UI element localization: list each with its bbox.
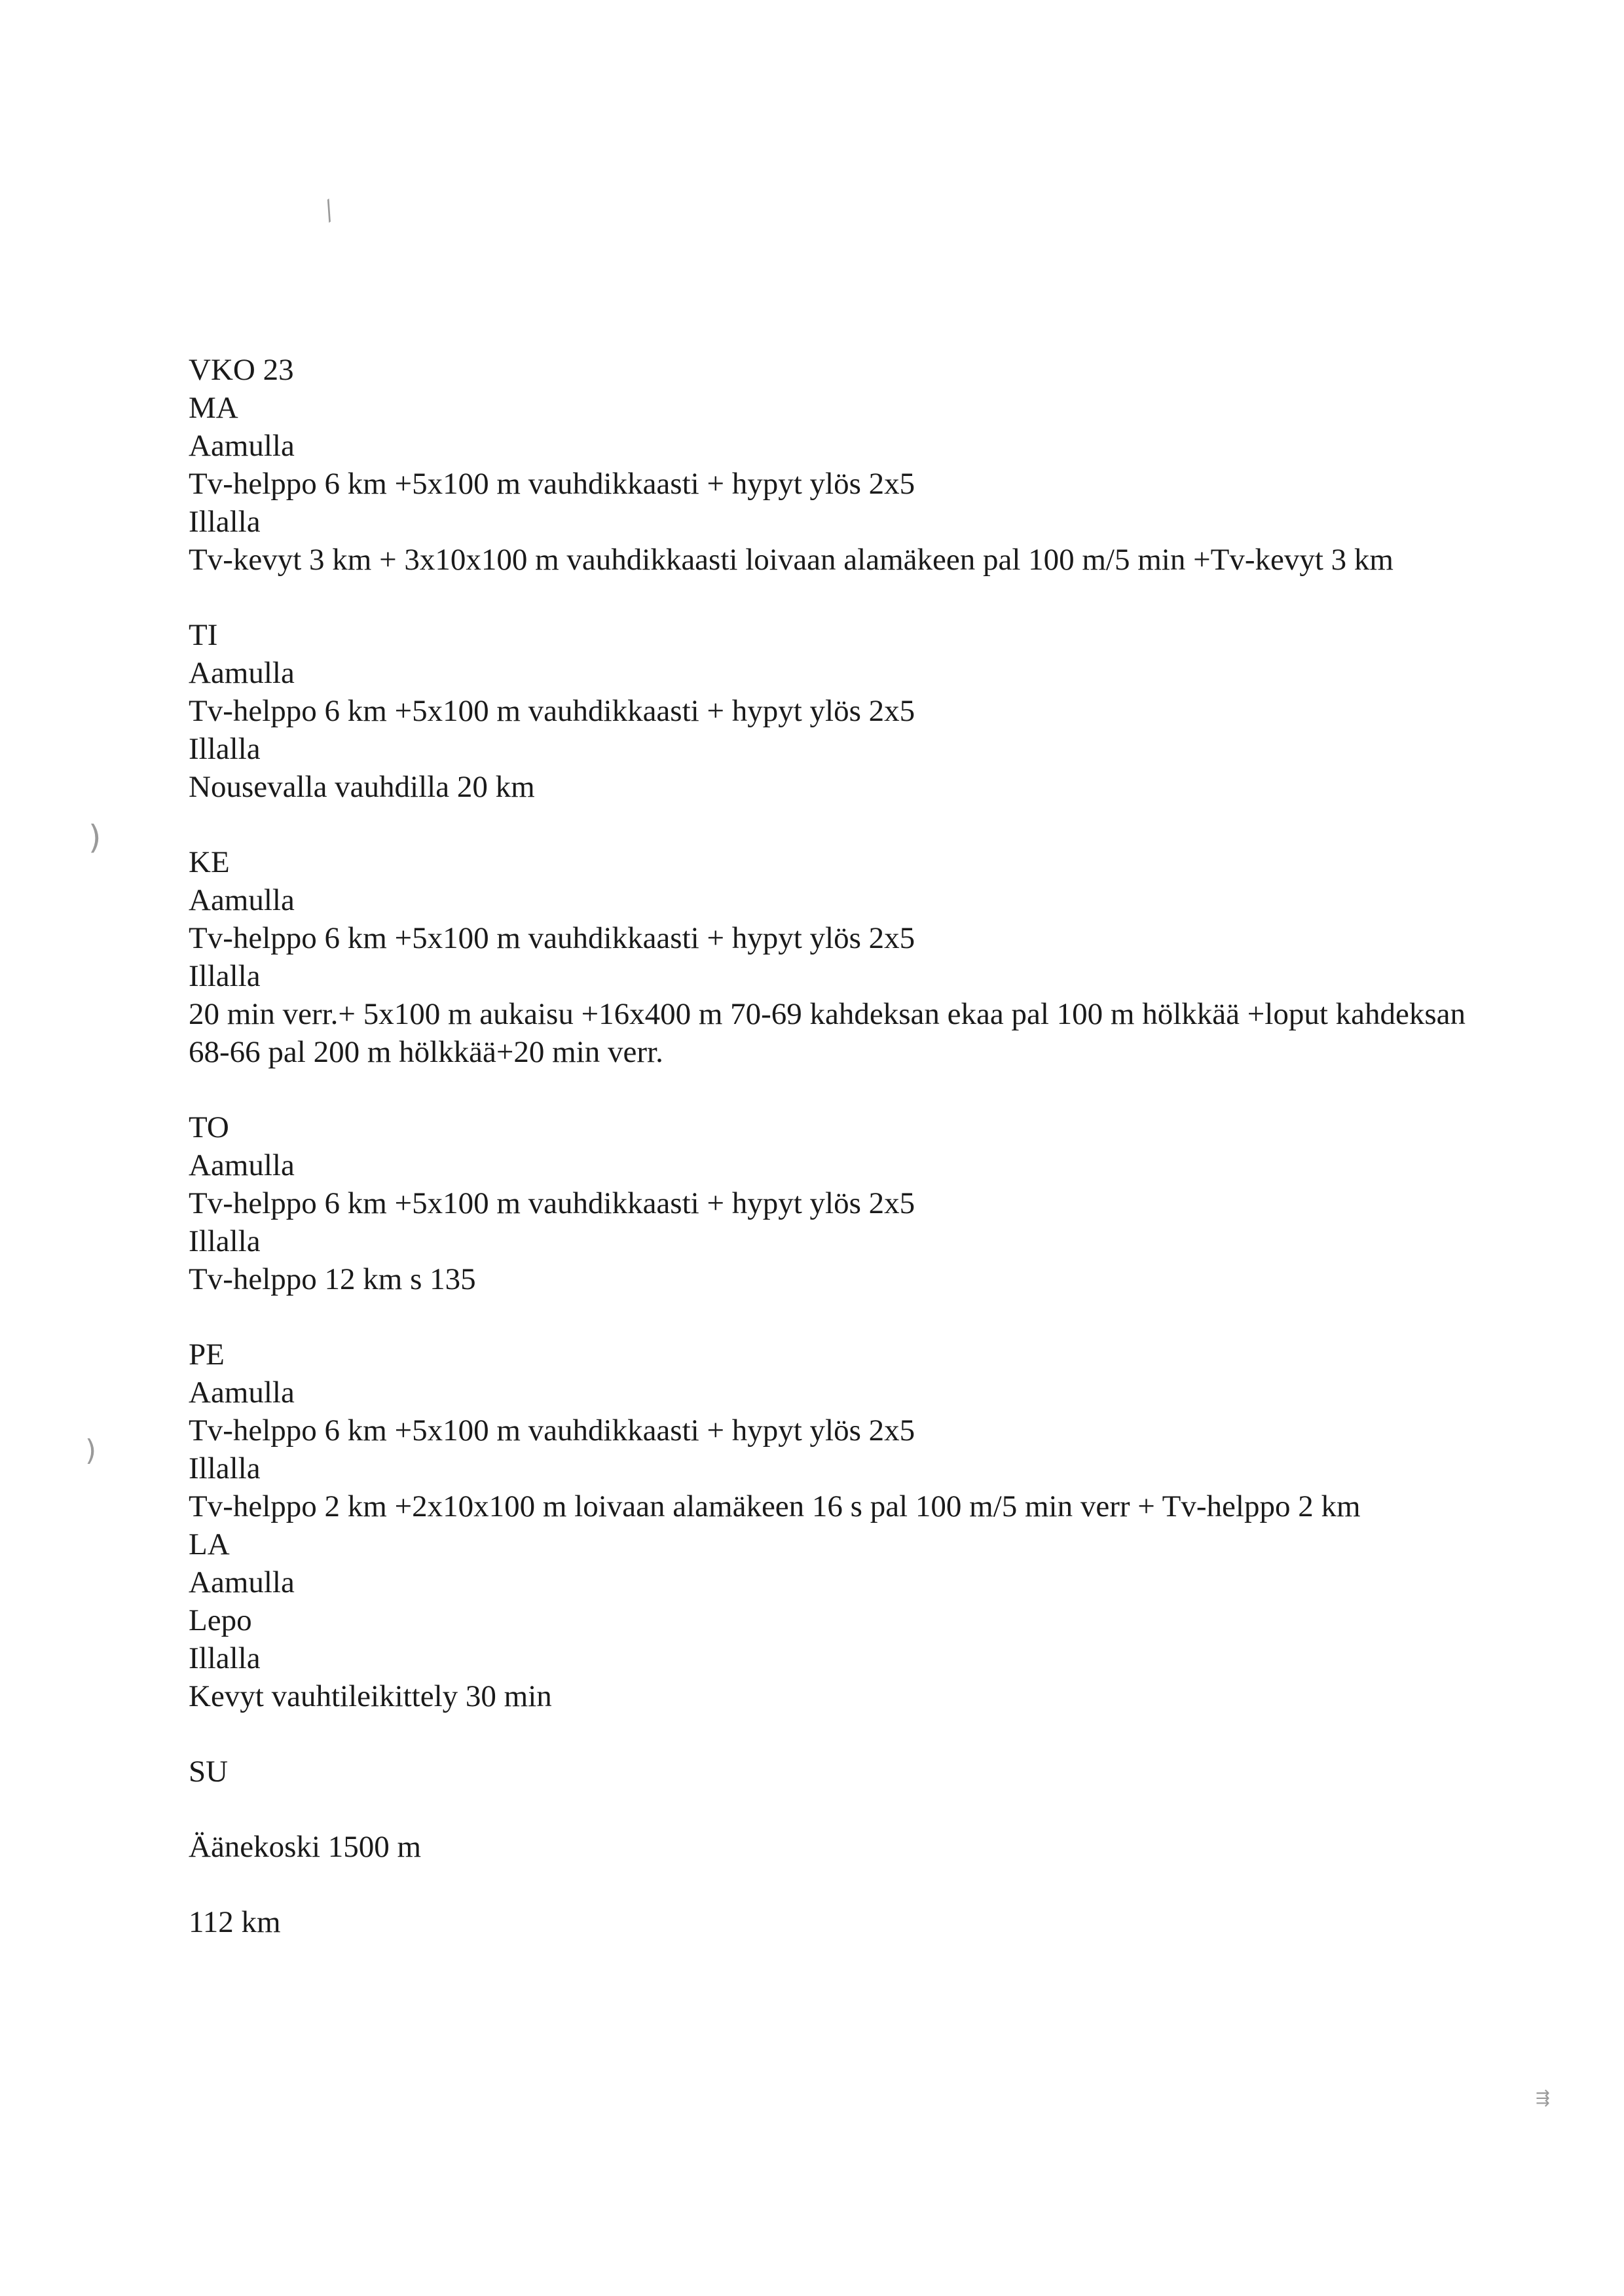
session-label: Aamulla	[189, 1565, 295, 1599]
scan-mark: )	[85, 1434, 97, 1467]
section-gap	[189, 1071, 1466, 1108]
session-label: Illalla	[189, 1641, 261, 1675]
session-label: Illalla	[189, 732, 261, 766]
workout-text: Tv-kevyt 3 km + 3x10x100 m vauhdikkaasti loivaan alamäkeen pal 100 m/5 min +Tv-kevyt 3 km	[189, 543, 1393, 577]
day-heading: SU	[189, 1755, 229, 1789]
day-block	[189, 1753, 1466, 1791]
day-block	[189, 1336, 1466, 1715]
section-gap	[189, 1791, 1466, 1828]
session-label: Illalla	[189, 959, 261, 993]
section-gap	[189, 1866, 1466, 1903]
workout-text: Lepo	[189, 1603, 252, 1637]
workout-text: Tv-helppo 6 km +5x100 m vauhdikkaasti + hypyt ylös 2x5	[189, 467, 915, 501]
workout-text: Tv-helppo 6 km +5x100 m vauhdikkaasti + hypyt ylös 2x5	[189, 921, 915, 955]
day-heading: MA	[189, 391, 238, 425]
day-block	[189, 843, 1466, 1071]
day-block	[189, 1108, 1466, 1298]
day-heading: TO	[189, 1110, 229, 1144]
competition-block	[189, 1828, 1466, 1866]
section-gap	[189, 579, 1466, 616]
workout-text: Tv-helppo 12 km s 135	[189, 1262, 476, 1296]
day-heading: KE	[189, 845, 230, 879]
workout-text: Tv-helppo 2 km +2x10x100 m loivaan alamäkeen 16 s pal 100 m/5 min verr + Tv-helppo 2 km	[189, 1489, 1361, 1523]
session-label: Illalla	[189, 1224, 261, 1258]
day-heading: TI	[189, 618, 218, 652]
session-label: Aamulla	[189, 1148, 295, 1182]
scan-mark: )	[88, 818, 101, 856]
workout-text: Nousevalla vauhdilla 20 km	[189, 770, 535, 804]
workout-text: 20 min verr.+ 5x100 m aukaisu +16x400 m 70-69 kahdeksan ekaa pal 100 m hölkkää +loput kahdeksan 68-66 pal 200 m hölkkää+20 min verr.	[189, 997, 1466, 1069]
session-label: Illalla	[189, 505, 261, 539]
day-block	[189, 616, 1466, 806]
competition-text: Äänekoski 1500 m	[189, 1830, 422, 1864]
section-gap	[189, 1298, 1466, 1336]
section-gap	[189, 1715, 1466, 1753]
workout-text: Tv-helppo 6 km +5x100 m vauhdikkaasti + hypyt ylös 2x5	[189, 1413, 915, 1448]
weekly-total: 112 km	[189, 1905, 281, 1939]
training-schedule	[189, 351, 1466, 1941]
session-label: Illalla	[189, 1451, 261, 1485]
workout-text: Tv-helppo 6 km +5x100 m vauhdikkaasti + hypyt ylös 2x5	[189, 694, 915, 728]
scan-mark: ⇶	[1536, 2088, 1550, 2108]
scan-mark: ⁄	[319, 198, 341, 225]
session-label: Aamulla	[189, 656, 295, 690]
workout-text: Tv-helppo 6 km +5x100 m vauhdikkaasti + hypyt ylös 2x5	[189, 1186, 915, 1220]
total-block	[189, 1903, 1466, 1941]
workout-text: Kevyt vauhtileikittely 30 min	[189, 1679, 552, 1713]
session-label: Aamulla	[189, 883, 295, 917]
week-title: VKO 23	[189, 353, 294, 387]
week-header-block	[189, 351, 1466, 579]
session-label: Aamulla	[189, 429, 295, 463]
day-heading: LA	[189, 1527, 230, 1561]
session-label: Aamulla	[189, 1376, 295, 1410]
day-heading: PE	[189, 1338, 225, 1372]
section-gap	[189, 806, 1466, 843]
